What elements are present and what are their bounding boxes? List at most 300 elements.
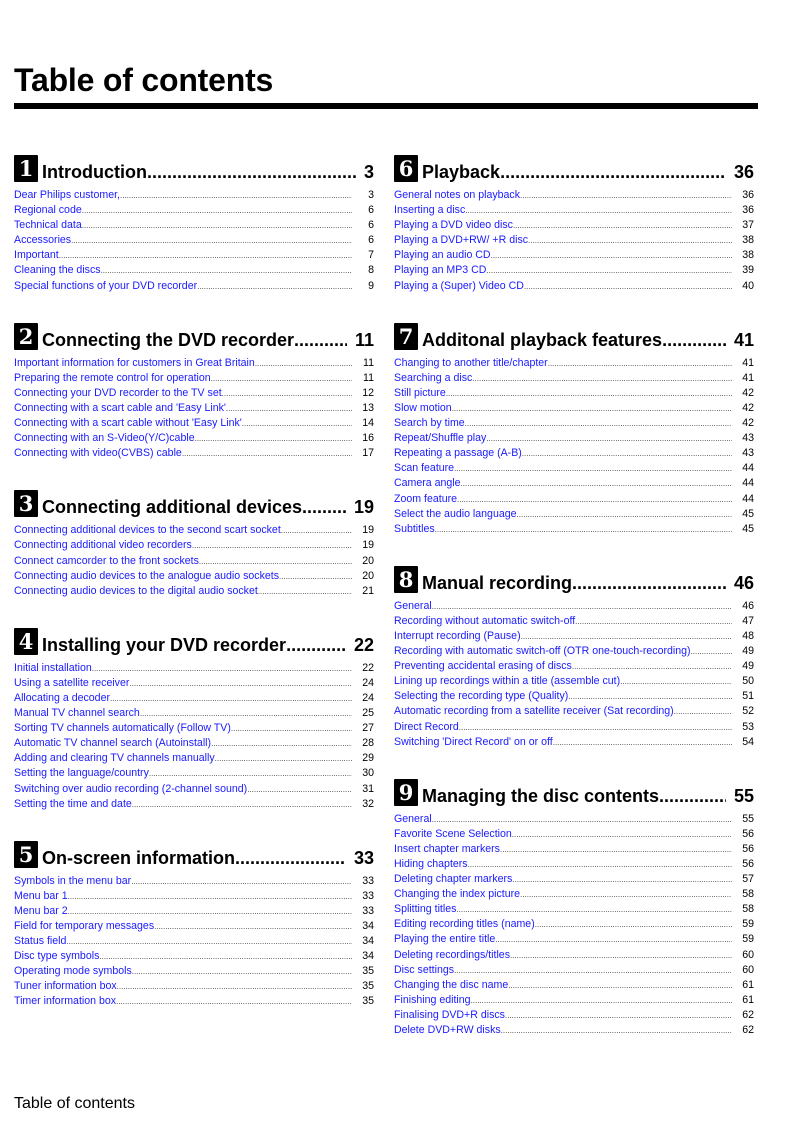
toc-entry-link[interactable]: Changing the index picture: [394, 888, 521, 901]
toc-entry-link[interactable]: Deleting chapter markers: [394, 873, 513, 886]
dot-leader: [659, 786, 726, 806]
toc-section: [14, 316, 374, 462]
title-rule: [14, 103, 758, 109]
dot-leader: [517, 507, 732, 522]
dot-leader: [465, 203, 732, 218]
toc-entry[interactable]: [14, 279, 374, 294]
toc-entry-link[interactable]: Select the audio language: [394, 507, 517, 520]
dot-leader: [508, 978, 732, 993]
dot-leader: [472, 371, 732, 386]
toc-entry-link[interactable]: Scan feature: [394, 462, 455, 475]
toc-entry-link[interactable]: Connecting additional video recorders: [14, 539, 192, 552]
toc-entry-page-number: 37: [742, 219, 754, 232]
toc-entry-link[interactable]: Playing an MP3 CD: [394, 264, 487, 277]
dot-leader: [553, 735, 732, 750]
toc-entry-link[interactable]: Important information for customers in Great Britain: [14, 356, 255, 369]
toc-entry-page-number: 38: [742, 234, 754, 247]
toc-entry-page-number: 59: [742, 918, 754, 931]
toc-entry[interactable]: [394, 629, 754, 644]
section-entries: [14, 874, 374, 1010]
dot-leader: [568, 689, 732, 704]
toc-entry-page-number: 58: [742, 903, 754, 916]
toc-entry[interactable]: [394, 948, 754, 963]
toc-entry[interactable]: [394, 857, 754, 872]
toc-entry-link[interactable]: Connecting additional devices to the second scart socket: [14, 524, 281, 537]
toc-entry-page-number: 17: [362, 447, 374, 460]
toc-entry-page-number: 45: [742, 522, 754, 535]
toc-entry-page-number: 44: [742, 462, 754, 475]
toc-entry-link[interactable]: Playing a DVD+RW/ +R disc: [394, 234, 529, 247]
dot-leader: [154, 919, 352, 934]
toc-entry-link[interactable]: Connecting with video(CVBS) cable: [14, 447, 182, 460]
toc-entry-link[interactable]: Playing an audio CD: [394, 249, 491, 262]
toc-entry-link[interactable]: Symbols in the menu bar: [14, 874, 132, 887]
section-heading[interactable]: [394, 559, 754, 593]
dot-leader: [182, 446, 352, 461]
section-page-number: 36: [733, 162, 754, 182]
toc-section: [394, 772, 754, 1038]
dot-leader: [524, 279, 732, 294]
toc-entry-link[interactable]: Hiding chapters: [394, 858, 468, 870]
toc-entry-page-number: 35: [362, 965, 374, 978]
toc-entry-link[interactable]: Zoom feature: [394, 492, 458, 505]
toc-entry[interactable]: [394, 887, 754, 902]
toc-entry-link[interactable]: Setting the time and date: [14, 797, 132, 810]
toc-entry-page-number: 19: [362, 539, 374, 552]
toc-entry-page-number: 59: [742, 933, 754, 946]
dot-leader: [572, 659, 732, 674]
toc-entry-page-number: 14: [362, 417, 374, 430]
toc-entry-link[interactable]: Disc type symbols: [14, 950, 100, 963]
dot-leader: [512, 872, 732, 887]
toc-entry-page-number: 41: [742, 371, 754, 384]
toc-entry-link[interactable]: Using a satellite receiver: [14, 676, 130, 689]
toc-entry-link[interactable]: Automatic recording from a satellite receiver (Sat recording): [394, 705, 674, 718]
toc-entry-page-number: 61: [742, 978, 754, 991]
toc-entry-page-number: 21: [362, 584, 374, 597]
toc-entry-link[interactable]: Tuner information box: [14, 980, 117, 993]
toc-entry-link[interactable]: Still picture: [394, 386, 446, 399]
toc-entry-link[interactable]: Delete DVD+RW disks: [394, 1024, 501, 1037]
dot-leader: [459, 720, 732, 735]
toc-entry[interactable]: [14, 919, 374, 934]
toc-entry-link[interactable]: Finishing editing: [394, 993, 471, 1006]
toc-entry-link[interactable]: Special functions of your DVD recorder: [14, 279, 198, 292]
toc-entry-link[interactable]: Status field: [14, 935, 67, 948]
toc-entry-link[interactable]: General: [394, 812, 432, 825]
dot-leader: [501, 1023, 732, 1038]
dot-leader: [691, 644, 732, 659]
toc-entry-page-number: 46: [742, 599, 754, 612]
dot-leader: [512, 827, 732, 842]
toc-entry[interactable]: [14, 994, 374, 1009]
toc-entry-link[interactable]: Important: [14, 249, 59, 262]
toc-entry[interactable]: [14, 386, 374, 401]
toc-entry[interactable]: [14, 371, 374, 386]
dot-leader: [211, 371, 352, 386]
toc-entry-link[interactable]: Menu bar 1: [14, 889, 68, 902]
toc-entry-page-number: 56: [742, 858, 754, 870]
toc-entry[interactable]: [14, 676, 374, 691]
toc-entry[interactable]: [394, 263, 754, 278]
toc-entry-link[interactable]: Menu bar 2: [14, 904, 68, 917]
section-number-badge: 9: [394, 779, 418, 806]
toc-entry[interactable]: [394, 963, 754, 978]
toc-entry[interactable]: [14, 203, 374, 218]
toc-entry-link[interactable]: Preventing accidental erasing of discs: [394, 660, 572, 673]
toc-entry-link[interactable]: Initial installation: [14, 661, 92, 674]
toc-entry[interactable]: [394, 932, 754, 947]
toc-entry-page-number: 48: [742, 629, 754, 642]
section-page-number: 19: [353, 497, 374, 518]
section-heading[interactable]: [14, 834, 374, 868]
toc-entry-link[interactable]: Changing the disc name: [394, 978, 509, 991]
toc-right-column: [394, 148, 754, 1038]
toc-entry-link[interactable]: Connecting with a scart cable and 'Easy Link': [14, 401, 226, 414]
toc-entry[interactable]: [14, 751, 374, 766]
dot-leader: [147, 162, 356, 182]
section-page-number: 3: [363, 162, 374, 182]
toc-entry[interactable]: [14, 248, 374, 263]
toc-entry-link[interactable]: Sorting TV channels automatically (Follow TV): [14, 722, 231, 735]
toc-entry-page-number: 47: [742, 614, 754, 627]
toc-entry-page-number: 29: [362, 752, 374, 765]
toc-entry[interactable]: [394, 371, 754, 386]
toc-entry[interactable]: [394, 842, 754, 857]
dot-leader: [132, 797, 352, 812]
toc-entry[interactable]: [394, 507, 754, 522]
dot-leader: [116, 994, 352, 1009]
toc-entry-link[interactable]: Allocating a decoder: [14, 691, 110, 704]
dot-leader: [68, 889, 352, 904]
toc-entry[interactable]: [394, 659, 754, 674]
section-heading[interactable]: [14, 316, 374, 350]
toc-entry[interactable]: [14, 233, 374, 248]
toc-entry[interactable]: [14, 356, 374, 371]
toc-entry[interactable]: [14, 736, 374, 751]
dot-leader: [68, 904, 352, 919]
toc-entry-link[interactable]: Playing a DVD video disc: [394, 219, 513, 232]
dot-leader: [302, 497, 346, 517]
toc-entry[interactable]: [394, 401, 754, 416]
toc-entry[interactable]: [394, 431, 754, 446]
toc-entry-link[interactable]: Interrupt recording (Pause): [394, 629, 521, 642]
dot-leader: [513, 218, 732, 233]
toc-entry[interactable]: [394, 917, 754, 932]
toc-entry[interactable]: [14, 218, 374, 233]
toc-section: [14, 483, 374, 598]
toc-entry[interactable]: [394, 735, 754, 750]
toc-entry[interactable]: [14, 661, 374, 676]
section-heading[interactable]: [14, 148, 374, 182]
toc-entry[interactable]: [394, 704, 754, 719]
dot-leader: [286, 635, 346, 655]
toc-entry[interactable]: [14, 979, 374, 994]
toc-entry[interactable]: [394, 461, 754, 476]
toc-entry[interactable]: [394, 233, 754, 248]
dot-leader: [495, 932, 732, 947]
toc-entry[interactable]: [394, 1023, 754, 1038]
toc-entry[interactable]: [14, 706, 374, 721]
toc-entry-link[interactable]: Automatic TV channel search (Autoinstall): [14, 737, 212, 750]
dot-leader: [662, 330, 726, 350]
toc-entry[interactable]: [14, 446, 374, 461]
toc-entry-link[interactable]: Splitting titles: [394, 903, 457, 916]
toc-entry-page-number: 56: [742, 842, 754, 855]
section-title: Additonal playback features: [422, 329, 663, 350]
toc-entry[interactable]: [14, 874, 374, 889]
toc-entry-link[interactable]: Repeat/Shuffle play: [394, 432, 487, 445]
toc-entry-link[interactable]: Technical data: [14, 219, 82, 232]
toc-entry-link[interactable]: Connecting audio devices to the analogue audio sockets: [14, 569, 280, 582]
dot-leader: [452, 401, 732, 416]
toc-entry-link[interactable]: Operating mode symbols: [14, 965, 132, 978]
section-number-badge: 3: [14, 490, 38, 517]
dot-leader: [521, 629, 732, 644]
toc-entry-link[interactable]: Finalising DVD+R discs: [394, 1008, 505, 1021]
toc-entry[interactable]: [394, 872, 754, 887]
toc-entry[interactable]: [394, 188, 754, 203]
section-heading[interactable]: [14, 483, 374, 517]
dot-leader: [197, 279, 352, 294]
dot-leader: [620, 674, 732, 689]
dot-leader: [486, 431, 732, 446]
toc-entry[interactable]: [14, 934, 374, 949]
dot-leader: [520, 188, 732, 203]
toc-entry-link[interactable]: Disc settings: [394, 963, 455, 976]
dot-leader: [226, 401, 352, 416]
toc-entry[interactable]: [14, 721, 374, 736]
toc-entry[interactable]: [394, 492, 754, 507]
toc-entry-link[interactable]: Search by time: [394, 417, 465, 430]
toc-entry[interactable]: [394, 248, 754, 263]
toc-entry-page-number: 34: [362, 935, 374, 948]
toc-entry-page-number: 44: [742, 492, 754, 505]
dot-leader: [520, 887, 732, 902]
toc-entry-link[interactable]: Accessories: [14, 234, 72, 247]
toc-entry-page-number: 3: [368, 189, 374, 201]
toc-entry-link[interactable]: Repeating a passage (A-B): [394, 447, 522, 460]
toc-entry-link[interactable]: Adding and clearing TV channels manually: [14, 752, 215, 765]
toc-entry[interactable]: [394, 689, 754, 704]
toc-entry-link[interactable]: Favorite Scene Selection: [394, 827, 512, 840]
toc-entry-link[interactable]: Subtitles: [394, 522, 435, 535]
toc-entry[interactable]: [394, 203, 754, 218]
dot-leader: [235, 848, 346, 868]
toc-entry-page-number: 16: [362, 432, 374, 445]
toc-entry-link[interactable]: Recording with automatic switch-off (OTR one-touch-recording): [394, 645, 691, 658]
toc-entry-link[interactable]: Switching 'Direct Record' on or off: [394, 735, 553, 748]
toc-entry[interactable]: [394, 827, 754, 842]
toc-entry-link[interactable]: Switching over audio recording (2-channel sound): [14, 782, 248, 795]
toc-entry[interactable]: [14, 416, 374, 431]
toc-entry-page-number: 62: [742, 1008, 754, 1021]
toc-entry-page-number: 22: [362, 661, 374, 674]
toc-entry[interactable]: [394, 978, 754, 993]
toc-entry-page-number: 6: [368, 204, 374, 217]
toc-entry-link[interactable]: Connect camcorder to the front sockets: [14, 554, 199, 567]
section-title: Introduction: [42, 162, 147, 182]
dot-leader: [454, 461, 732, 476]
toc-entry-page-number: 54: [742, 735, 754, 748]
toc-entry[interactable]: [394, 614, 754, 629]
toc-entry-page-number: 20: [362, 554, 374, 567]
toc-entry-link[interactable]: Connecting audio devices to the digital audio socket: [14, 584, 258, 597]
toc-entry-page-number: 24: [362, 691, 374, 704]
toc-entry[interactable]: [14, 691, 374, 706]
toc-entry-page-number: 31: [362, 782, 374, 795]
dot-leader: [66, 934, 352, 949]
section-heading[interactable]: [394, 316, 754, 350]
toc-entry-link[interactable]: Manual TV channel search: [14, 707, 140, 720]
dot-leader: [500, 842, 732, 857]
toc-entry-link[interactable]: Direct Record: [394, 720, 459, 733]
toc-entry-page-number: 57: [742, 873, 754, 886]
toc-entry[interactable]: [14, 797, 374, 812]
toc-entry-page-number: 28: [362, 737, 374, 750]
toc-entry-page-number: 55: [742, 812, 754, 825]
dot-leader: [132, 964, 352, 979]
section-page-number: 41: [733, 329, 754, 350]
toc-entry[interactable]: [394, 218, 754, 233]
section-number-badge: 6: [394, 155, 418, 182]
section-entries: [14, 523, 374, 598]
section-entries: [394, 812, 754, 1038]
toc-entry-link[interactable]: Connecting with a scart cable without 'Easy Link': [14, 417, 242, 430]
toc-entry-page-number: 41: [742, 356, 754, 369]
toc-entry[interactable]: [14, 431, 374, 446]
toc-entry[interactable]: [394, 356, 754, 371]
toc-section: [14, 834, 374, 1010]
dot-leader: [131, 874, 352, 889]
dot-leader: [674, 704, 732, 719]
toc-entry-page-number: 43: [742, 447, 754, 460]
dot-leader: [192, 538, 352, 553]
toc-entry[interactable]: [14, 766, 374, 781]
toc-entry[interactable]: [394, 644, 754, 659]
toc-entry[interactable]: [394, 522, 754, 537]
toc-entry-link[interactable]: Editing recording titles (name): [394, 918, 535, 931]
toc-entry[interactable]: [14, 904, 374, 919]
toc-entry-link[interactable]: Camera angle: [394, 477, 461, 490]
toc-entry-link[interactable]: Lining up recordings within a title (assemble cut): [394, 675, 621, 688]
toc-entry-link[interactable]: Recording without automatic switch-off: [394, 614, 576, 627]
toc-entry-link[interactable]: Deleting recordings/titles: [394, 948, 510, 961]
toc-entry[interactable]: [14, 782, 374, 797]
dot-leader: [129, 676, 352, 691]
toc-entry-link[interactable]: Dear Philips customer,: [14, 189, 120, 201]
toc-entry[interactable]: [14, 949, 374, 964]
toc-entry-page-number: 53: [742, 720, 754, 733]
toc-entry-link[interactable]: Playing a (Super) Video CD: [394, 279, 524, 292]
toc-entry[interactable]: [394, 416, 754, 431]
dot-leader: [432, 812, 732, 827]
toc-entry[interactable]: [14, 188, 374, 203]
toc-entry-link[interactable]: Connecting your DVD recorder to the TV set: [14, 386, 222, 399]
toc-entry-page-number: 32: [362, 797, 374, 810]
toc-entry-page-number: 25: [362, 707, 374, 720]
toc-entry-link[interactable]: Regional code: [14, 204, 82, 217]
section-number-badge: 5: [14, 841, 38, 868]
dot-leader: [215, 751, 352, 766]
toc-entry[interactable]: [394, 720, 754, 735]
toc-entry-link[interactable]: Timer information box: [14, 995, 117, 1008]
toc-entry-page-number: 49: [742, 660, 754, 673]
toc-entry-link[interactable]: Searching a disc: [394, 371, 473, 384]
section-heading[interactable]: [14, 621, 374, 655]
toc-entry[interactable]: [394, 386, 754, 401]
section-number-badge: 4: [14, 628, 38, 655]
dot-leader: [92, 661, 352, 676]
toc-entry-link[interactable]: Playing the entire title: [394, 933, 496, 946]
section-title: Connecting additional devices: [42, 497, 303, 518]
toc-entry[interactable]: [14, 554, 374, 569]
toc-entry-page-number: 34: [362, 950, 374, 963]
toc-entry[interactable]: [14, 964, 374, 979]
toc-entry[interactable]: [14, 263, 374, 278]
dot-leader: [99, 949, 352, 964]
toc-entry[interactable]: [394, 446, 754, 461]
dot-leader: [120, 188, 352, 203]
toc-entry-link[interactable]: Connecting with an S-Video(Y/C)cable: [14, 432, 195, 445]
toc-entry[interactable]: [14, 523, 374, 538]
toc-entry-link[interactable]: General notes on playback: [394, 189, 521, 201]
section-page-number: 46: [733, 572, 754, 593]
dot-leader: [457, 492, 732, 507]
toc-entry[interactable]: [394, 279, 754, 294]
toc-entry-page-number: 7: [368, 249, 374, 262]
toc-entry-link[interactable]: Setting the language/country: [14, 767, 149, 780]
toc-entry[interactable]: [394, 993, 754, 1008]
toc-entry-link[interactable]: Field for temporary messages: [14, 920, 155, 932]
toc-entry-link[interactable]: Selecting the recording type (Quality): [394, 690, 569, 703]
dot-leader: [258, 584, 352, 599]
toc-entry-page-number: 51: [742, 690, 754, 703]
dot-leader: [471, 993, 732, 1008]
toc-entry-page-number: 6: [368, 219, 374, 232]
toc-entry-link[interactable]: Slow motion: [394, 401, 452, 414]
dot-leader: [535, 917, 732, 932]
section-heading[interactable]: [394, 148, 754, 182]
toc-entry[interactable]: [394, 599, 754, 614]
toc-entry[interactable]: [394, 476, 754, 491]
toc-entry[interactable]: [394, 902, 754, 917]
toc-entry-link[interactable]: General: [394, 599, 432, 612]
toc-entry-link[interactable]: Inserting a disc: [394, 204, 466, 217]
toc-entry-link[interactable]: Changing to another title/chapter: [394, 356, 548, 369]
toc-entry-link[interactable]: Insert chapter markers: [394, 842, 500, 855]
toc-entry-page-number: 44: [742, 477, 754, 490]
toc-entry[interactable]: [14, 401, 374, 416]
section-heading[interactable]: [394, 772, 754, 806]
toc-entry[interactable]: [394, 812, 754, 827]
toc-entry[interactable]: [14, 889, 374, 904]
toc-entry[interactable]: [394, 1008, 754, 1023]
section-title: Managing the disc contents: [422, 785, 660, 806]
toc-entry[interactable]: [14, 569, 374, 584]
dot-leader: [82, 218, 352, 233]
section-title: Playback: [422, 162, 501, 182]
toc-entry[interactable]: [14, 584, 374, 599]
toc-entry-link[interactable]: Cleaning the discs: [14, 264, 101, 277]
toc-entry-link[interactable]: Preparing the remote control for operation: [14, 371, 211, 384]
toc-entry[interactable]: [394, 674, 754, 689]
toc-entry[interactable]: [14, 538, 374, 553]
toc-entry-page-number: 34: [362, 920, 374, 932]
toc-entry-page-number: 62: [742, 1024, 754, 1037]
dot-leader: [222, 386, 352, 401]
dot-leader: [435, 522, 732, 537]
